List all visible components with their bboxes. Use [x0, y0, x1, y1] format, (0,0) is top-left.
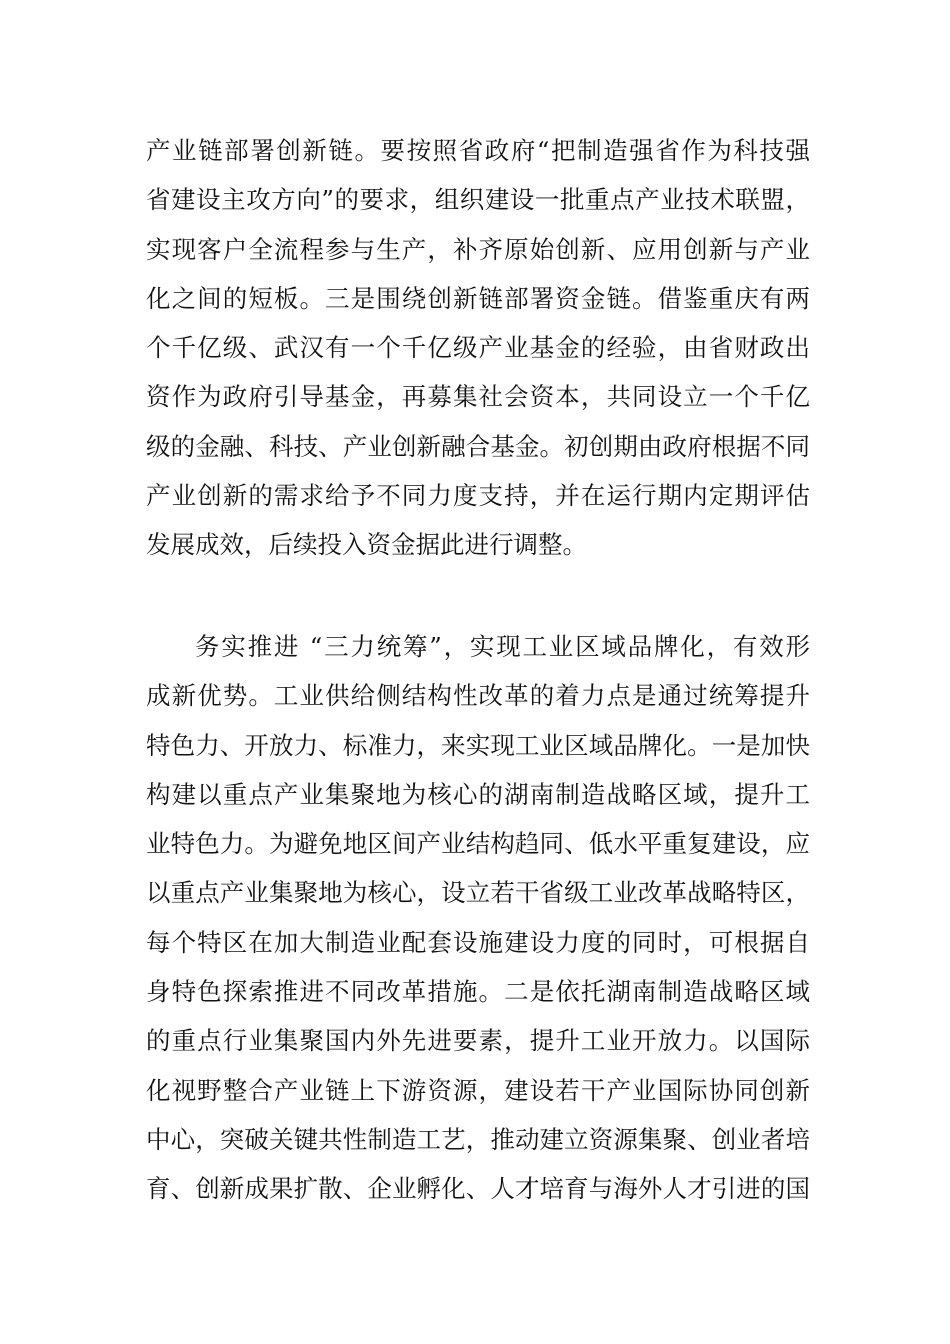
text-line: 的重点行业集聚国内外先进要素，提升工业开放力。以国际	[146, 1026, 810, 1056]
text-line: 以重点产业集聚地为核心，设立若干省级工业改革战略特区，	[146, 878, 810, 908]
text-line: 产业链部署创新链。要按照省政府“把制造强省作为科技强	[146, 136, 810, 165]
text-line: 业特色力。为避免地区间产业结构趋同、低水平重复建设，应	[146, 829, 810, 859]
text-line: 务实推进 “三力统筹”，实现工业区域品牌化，有效形	[195, 632, 810, 661]
text-line: 每个特区在加大制造业配套设施建设力度的同时，可根据自	[146, 927, 810, 957]
paragraph-2	[146, 622, 810, 1214]
text-line: 级的金融、科技、产业创新融合基金。初创期由政府根据不同	[146, 431, 810, 461]
text-line: 中心，突破关键共性制造工艺，推动建立资源集聚、创业者培	[146, 1124, 810, 1154]
text-line: 化视野整合产业链上下游资源，建设若干产业国际协同创新	[146, 1075, 810, 1105]
text-line: 产业创新的需求给予不同力度支持，并在运行期内定期评估	[146, 481, 810, 511]
text-line: 实现客户全流程参与生产，补齐原始创新、应用创新与产业	[146, 234, 810, 264]
text-line: 个千亿级、武汉有一个千亿级产业基金的经验，由省财政出	[146, 333, 810, 363]
text-line: 构建以重点产业集聚地为核心的湖南制造战略区域，提升工	[146, 779, 810, 809]
text-line: 省建设主攻方向”的要求，组织建设一批重点产业技术联盟，	[146, 185, 810, 215]
text-line: 化之间的短板。三是围绕创新链部署资金链。借鉴重庆有两	[146, 283, 810, 313]
paragraph-1	[146, 126, 810, 570]
text-line: 身特色探索推进不同改革措施。二是依托湖南制造战略区域	[146, 977, 810, 1007]
text-line: 特色力、开放力、标准力，来实现工业区域品牌化。一是加快	[146, 730, 810, 760]
text-line: 成新优势。工业供给侧结构性改革的着力点是通过统筹提升	[146, 681, 810, 711]
text-line: 发展成效，后续投入资金据此进行调整。	[146, 530, 587, 560]
text-line: 资作为政府引导基金，再募集社会资本，共同设立一个千亿	[146, 382, 810, 412]
text-line: 育、创新成果扩散、企业孵化、人才培育与海外人才引进的国	[146, 1174, 810, 1204]
